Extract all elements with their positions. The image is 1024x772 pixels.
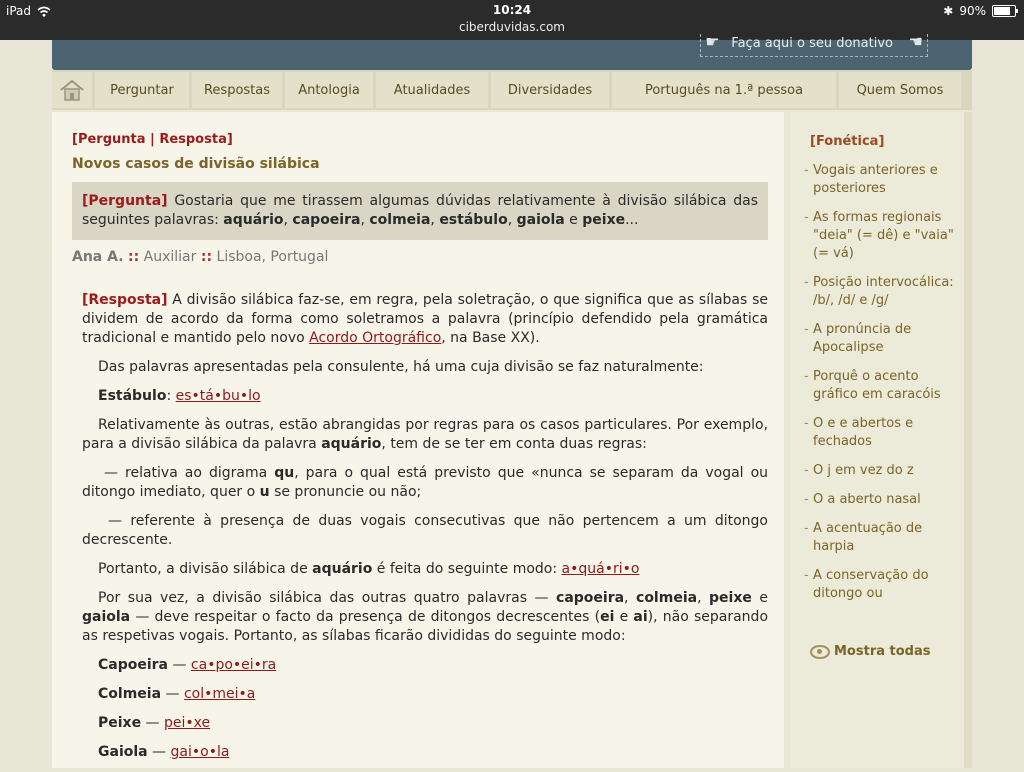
- donate-button[interactable]: [700, 34, 928, 57]
- article: [72, 130, 768, 772]
- status-right: [943, 4, 1016, 18]
- sidebar-edge: [964, 112, 972, 768]
- example-colmeia: [82, 685, 768, 704]
- question-ellipsis: ...: [625, 212, 639, 228]
- rule-2: — referente à presença de duas vogais consecutivas que não pertencem a um ditongo decrescente.: [82, 513, 768, 548]
- answer-tag: [Resposta]: [82, 292, 168, 308]
- sidebar-item[interactable]: - A acentuação de harpia: [804, 520, 954, 556]
- show-all-label: Mostra todas: [834, 644, 931, 659]
- question-word: capoeira: [292, 212, 361, 228]
- question-word-sep: ,: [283, 212, 293, 228]
- answer-text: e: [751, 590, 768, 606]
- answer-paragraph: [82, 416, 768, 454]
- author-separator: ::: [128, 249, 140, 265]
- home-icon: [59, 79, 85, 101]
- sidebar-item[interactable]: - Posição intervocálica: /b/, /d/ e /g/: [804, 274, 954, 310]
- question-word: colmeia: [369, 212, 431, 228]
- example-dash: —: [168, 657, 191, 673]
- example-word: Peixe: [98, 715, 142, 731]
- question-word-sep: e: [564, 212, 583, 228]
- link-pergunta[interactable]: [Pergunta: [72, 132, 146, 147]
- sidebar-item[interactable]: - As formas regionais "deia" (= dê) e "vaia" (= vá): [804, 209, 954, 263]
- answer-text: , na Base XX).: [441, 330, 540, 346]
- answer-bold: aquário: [312, 561, 373, 577]
- battery-fill: [994, 7, 1010, 15]
- answer-paragraph: [82, 291, 768, 348]
- sidebar-item[interactable]: - O a aberto nasal: [804, 491, 954, 509]
- main-content: [52, 112, 784, 768]
- sidebar-item[interactable]: - A conservação do ditongo ou: [804, 567, 954, 603]
- question-word: gaiola: [516, 212, 565, 228]
- author-separator: ::: [200, 249, 213, 265]
- answer-text: A divisão silábica faz-se, em regra, pela soletração, o que significa que as sílabas se dividem de acordo da forma como soletramos a palavra (princípio defendido pela gramática tradicional e mantido pelo novo: [82, 292, 768, 346]
- example-division-link[interactable]: pei•xe: [164, 715, 211, 731]
- example-colon: :: [166, 388, 176, 404]
- answer-text: é feita do seguinte modo:: [372, 561, 562, 577]
- question-word-sep: ,: [360, 212, 370, 228]
- question-word-sep: ,: [430, 212, 440, 228]
- question-box: [72, 182, 768, 240]
- answer-text: — deve respeitar o facto da presença de ditongos decrescentes (: [130, 609, 601, 625]
- sidebar-item[interactable]: - Porquê o acento gráfico em caracóis: [804, 368, 954, 404]
- example-division-link[interactable]: ca•po•ei•ra: [190, 657, 277, 673]
- sidebar-list: [804, 162, 954, 614]
- answer-body: [72, 291, 768, 762]
- bluetooth-icon: ✱: [943, 4, 954, 18]
- answer-paragraph: Das palavras apresentadas pela consulente, há uma cuja divisão se faz naturalmente:: [98, 359, 704, 375]
- rule-1: [82, 464, 768, 502]
- answer-bold: gaiola: [82, 609, 131, 625]
- donate-label: Faça aqui o seu donativo: [731, 36, 893, 51]
- answer-bold: u: [259, 484, 270, 500]
- question-text: Gostaria que me tirassem algumas dúvidas relativamente à divisão silábica das seguintes palavras:: [82, 193, 758, 228]
- clock: 10:24: [492, 3, 532, 17]
- example-peixe: [82, 714, 768, 733]
- answer-text: — relativa ao digrama: [104, 465, 275, 481]
- example-dash: —: [161, 686, 184, 702]
- answer-bold: aquário: [321, 436, 382, 452]
- question-word: peixe: [582, 212, 626, 228]
- question-tag: [Pergunta]: [82, 193, 168, 209]
- nav-respostas[interactable]: Respostas: [192, 72, 282, 108]
- example-gaiola: [82, 743, 768, 762]
- example-word: Colmeia: [98, 686, 162, 702]
- hand-icon: ☛: [705, 32, 720, 51]
- battery-percent: 90%: [959, 4, 986, 18]
- link-resposta[interactable]: Resposta]: [159, 132, 233, 147]
- nav-perguntar[interactable]: Perguntar: [95, 72, 189, 108]
- example-word: Gaiola: [98, 744, 148, 760]
- home-button[interactable]: [52, 72, 92, 108]
- sidebar-item[interactable]: - O j em vez do z: [804, 462, 954, 480]
- links-separator: |: [150, 132, 155, 147]
- nav-diversidades[interactable]: Diversidades: [491, 72, 609, 108]
- example-division-link[interactable]: col•mei•a: [183, 686, 256, 702]
- author-role: Auxiliar: [143, 249, 197, 265]
- nav-atualidades[interactable]: Atualidades: [376, 72, 488, 108]
- sidebar-title: [Fonética]: [810, 134, 885, 149]
- sidebar: [790, 112, 972, 768]
- eye-icon: [810, 645, 830, 659]
- sidebar-item[interactable]: - A pronúncia de Apocalipse: [804, 321, 954, 357]
- hand-icon: ☚: [908, 32, 923, 51]
- author-line: [72, 248, 768, 267]
- sidebar-item[interactable]: - Vogais anteriores e posteriores: [804, 162, 954, 198]
- example-word: Estábulo: [98, 388, 167, 404]
- answer-text: se pronuncie ou não;: [269, 484, 422, 500]
- question-answer-links: [72, 130, 768, 149]
- nav-portugues-1-pessoa[interactable]: Português na 1.ª pessoa: [612, 72, 836, 108]
- answer-text: Portanto, a divisão silábica de: [98, 561, 313, 577]
- answer-bold: colmeia: [636, 590, 698, 606]
- example-estabulo: [82, 387, 768, 406]
- example-division-link[interactable]: gai•o•la: [170, 744, 230, 760]
- example-word: Capoeira: [98, 657, 169, 673]
- answer-text: e: [614, 609, 634, 625]
- acordo-ortografico-link[interactable]: Acordo Ortográfico: [309, 330, 442, 346]
- author-name: Ana A.: [72, 249, 124, 265]
- answer-text: , tem de se ter em conta duas regras:: [381, 436, 647, 452]
- address-bar[interactable]: ciberduvidas.com: [459, 20, 565, 34]
- example-division-link[interactable]: a•quá•ri•o: [561, 561, 640, 577]
- nav-antologia[interactable]: Antologia: [285, 72, 373, 108]
- show-all-link[interactable]: [810, 644, 931, 659]
- answer-bold: capoeira: [556, 590, 625, 606]
- answer-paragraph: [82, 589, 768, 646]
- example-dash: —: [147, 744, 171, 760]
- question-word: estábulo: [439, 212, 508, 228]
- battery-icon: [992, 5, 1016, 17]
- question-word-sep: ,: [507, 212, 517, 228]
- question-word: aquário: [223, 212, 284, 228]
- example-dash: —: [141, 715, 164, 731]
- answer-bold: ai: [633, 609, 648, 625]
- nav-quem-somos[interactable]: Quem Somos: [839, 72, 961, 108]
- sidebar-item[interactable]: - O e e abertos e fechados: [804, 415, 954, 451]
- answer-text: , para o qual está previsto que «nunca se separam da vogal ou ditongo imediato, quer o: [82, 465, 769, 500]
- answer-paragraph: [82, 560, 768, 579]
- answer-text: Relativamente às outras, estão abrangidas por regras para os casos particulares. Por exemplo, para a divisão silábica da palavra: [82, 417, 768, 452]
- answer-bold: ei: [600, 609, 615, 625]
- site-header: [52, 32, 972, 70]
- answer-text: ,: [624, 590, 637, 606]
- answer-text: ,: [697, 590, 710, 606]
- author-place: Lisboa, Portugal: [216, 249, 329, 265]
- answer-bold: qu: [274, 465, 295, 481]
- answer-bold: peixe: [709, 590, 752, 606]
- device-label: iPad: [6, 4, 32, 18]
- answer-text: ), não separando as respetivas vogais. Portanto, as sílabas ficarão divididas do seguinte modo:: [82, 609, 769, 644]
- main-nav: [52, 70, 972, 110]
- answer-text: Por sua vez, a divisão silábica das outras quatro palavras —: [98, 590, 557, 606]
- example-division-link[interactable]: es•tá•bu•lo: [175, 388, 261, 404]
- page-title: Novos casos de divisão silábica: [72, 156, 320, 172]
- example-capoeira: [82, 656, 768, 675]
